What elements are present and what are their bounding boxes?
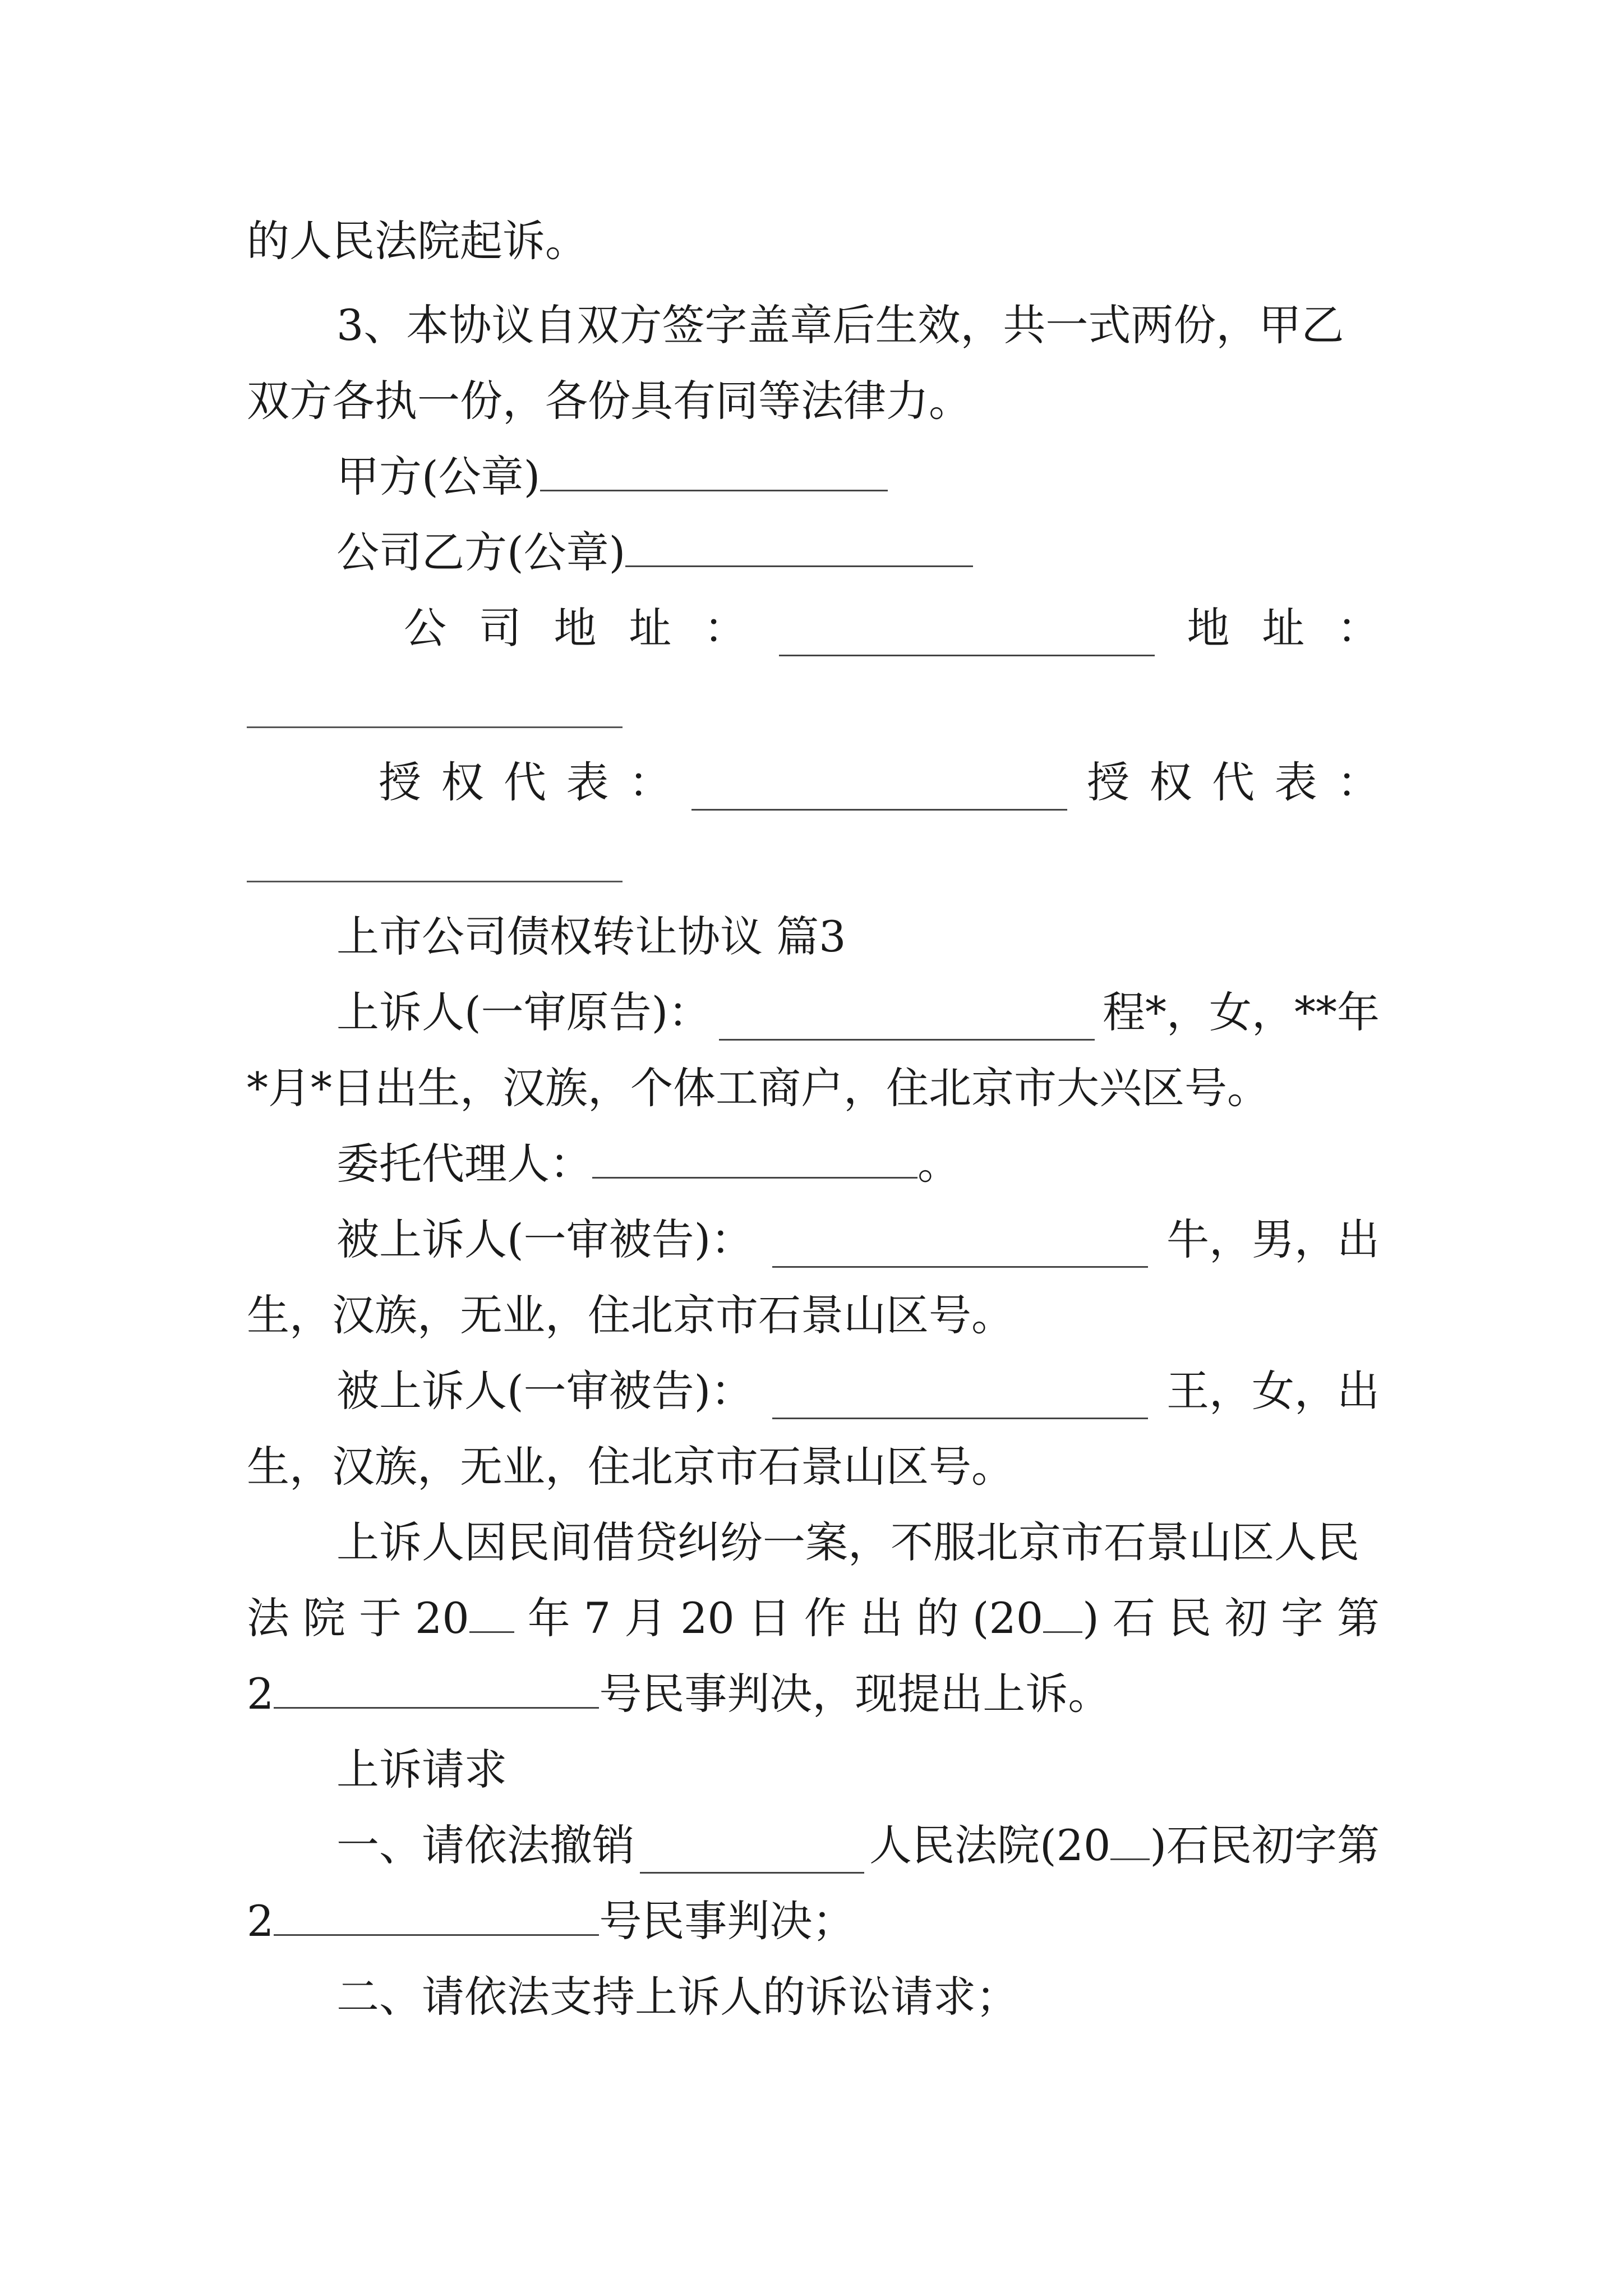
agent-end: 。	[917, 1139, 960, 1189]
representative-char: 权	[1149, 757, 1192, 807]
text-char: 作	[804, 1593, 847, 1643]
case-number-blank	[274, 1895, 599, 1936]
text-char: 石	[1112, 1593, 1155, 1643]
appellant-info: 程*，女，**年	[1103, 987, 1380, 1037]
appellant-line	[336, 984, 1380, 1041]
day-value: 20	[680, 1593, 735, 1643]
company-address-blank	[779, 615, 1155, 656]
month-value: 7	[583, 1593, 611, 1643]
text-char: 的	[916, 1593, 959, 1643]
company-address-char: 公	[404, 603, 446, 653]
appellant-blank	[719, 1000, 1095, 1041]
appellee-info: 牛，男，出	[1166, 1214, 1380, 1264]
address-char: 地	[1187, 603, 1230, 653]
party-b-label: 公司乙方(公章)	[336, 527, 626, 577]
address-line	[404, 600, 1380, 656]
text-line: 双方各执一份，各份具有同等法律力。	[247, 376, 971, 426]
party-a-label: 甲方(公章)	[336, 452, 541, 501]
appellee-line-2	[336, 1363, 1380, 1419]
request-1-text: 一、请依法撤销	[336, 1820, 635, 1870]
text-char: 日	[748, 1593, 791, 1643]
representative-char: 授	[379, 757, 421, 807]
representative-char: 授	[1087, 757, 1129, 807]
judgment-number-line	[247, 1893, 1380, 1949]
court-text: 人民法院(20 )石民初字第	[869, 1820, 1380, 1870]
appellee-label: 被上诉人(一审被告)：	[336, 1214, 754, 1264]
representative-char: 权	[441, 757, 484, 807]
text-line: 生，汉族，无业，住北京市石景山区号。	[247, 1290, 1014, 1340]
agent-line	[336, 1136, 1380, 1192]
address-char: 址	[1262, 603, 1305, 653]
text-line: 号民事判决；	[599, 1896, 855, 1946]
appellee-blank	[772, 1378, 1148, 1419]
text-char: 月	[624, 1593, 667, 1643]
appellant-label: 上诉人(一审原告)：	[336, 987, 711, 1037]
representative-line	[379, 754, 1380, 811]
court-blank	[640, 1833, 864, 1874]
appellee-label: 被上诉人(一审被告)：	[336, 1366, 754, 1416]
case-year: (20 )	[972, 1593, 1099, 1643]
representative-char: 代	[1212, 757, 1255, 807]
text-char: 于	[359, 1593, 402, 1643]
party-b-blank	[625, 526, 973, 567]
text-char: 出	[860, 1593, 903, 1643]
signature-line-party-b	[336, 524, 1380, 581]
agent-label: 委托代理人：	[336, 1139, 592, 1189]
company-address-char: ：	[704, 603, 746, 653]
text-char: 初	[1224, 1593, 1267, 1643]
year-prefix: 20	[415, 1590, 514, 1646]
company-address-char: 址	[629, 603, 672, 653]
party-a-blank	[540, 450, 888, 491]
representative-char: 代	[504, 757, 546, 807]
appellee-line-1	[336, 1212, 1380, 1268]
representative-char: 表	[1274, 757, 1317, 807]
text-line: *月*日出生，汉族，个体工商户，住北京市大兴区号。	[247, 1063, 1270, 1113]
representative-char: 表	[566, 757, 609, 807]
representative-char: ：	[1337, 757, 1380, 807]
text-line: 的人民法院起诉。	[247, 216, 588, 266]
appellee-info: 王，女，出	[1166, 1366, 1380, 1416]
representative-blank	[691, 770, 1067, 811]
text-char: 第	[1336, 1593, 1380, 1643]
address-blank-continued	[247, 726, 623, 728]
case-number-prefix: 2	[247, 1669, 274, 1719]
request-1-line	[336, 1818, 1380, 1874]
text-char: 民	[1168, 1593, 1211, 1643]
text-char: 院	[303, 1593, 345, 1643]
text-char: 年	[527, 1593, 570, 1643]
appeal-requests-heading: 上诉请求	[336, 1745, 507, 1795]
agent-blank	[592, 1138, 917, 1179]
section-heading: 上市公司债权转让协议 篇3	[336, 912, 846, 961]
text-char: 法	[247, 1593, 289, 1643]
representative-char: ：	[629, 757, 671, 807]
address-char: ：	[1337, 603, 1380, 653]
request-2-line: 二、请依法支持上诉人的诉讼请求；	[336, 1972, 1018, 2022]
text-line: 号民事判决，现提出上诉。	[599, 1669, 1111, 1719]
company-address-char: 地	[554, 603, 597, 653]
representative-blank-continued	[247, 881, 623, 882]
text-line: 3、本协议自双方签字盖章后生效，共一式两份，甲乙	[336, 300, 1344, 350]
case-number-blank	[274, 1668, 599, 1709]
text-line: 生，汉族，无业，住北京市石景山区号。	[247, 1442, 1014, 1492]
text-line: 上诉人因民间借贷纠纷一案，不服北京市石景山区人民	[336, 1517, 1359, 1567]
judgment-date-line	[247, 1590, 1380, 1646]
text-char: 字	[1280, 1593, 1324, 1643]
signature-line-party-a	[336, 449, 1380, 505]
case-number-prefix: 2	[247, 1896, 274, 1946]
company-address-char: 司	[478, 603, 522, 653]
appellee-blank	[772, 1227, 1148, 1268]
judgment-number-line	[247, 1666, 1380, 1722]
